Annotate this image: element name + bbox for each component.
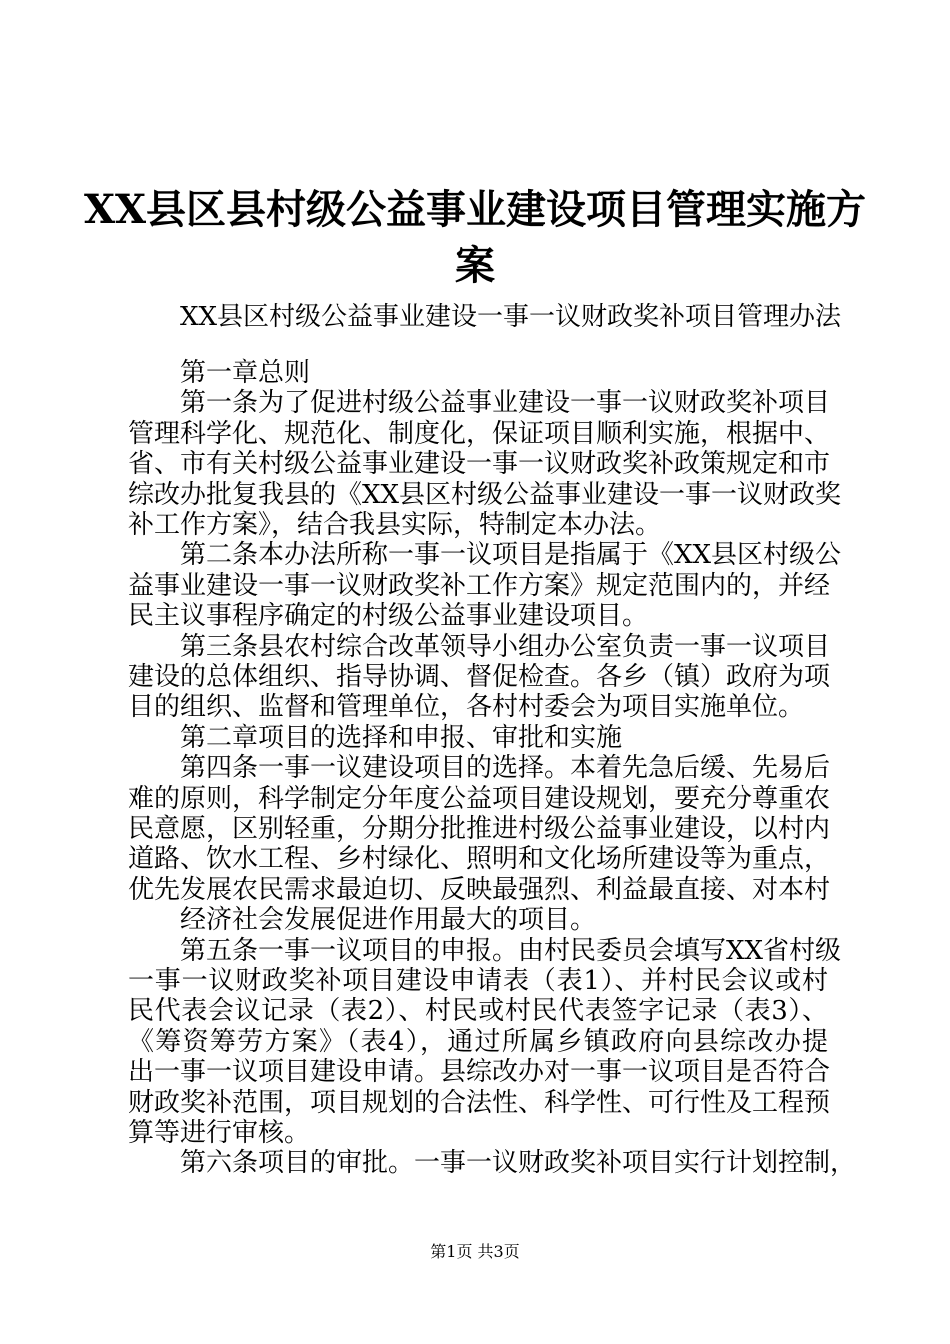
paragraph-line: 财政奖补范围，项目规划的合法性、科学性、可行性及工程预 bbox=[128, 1088, 831, 1118]
paragraph-line: 建设的总体组织、指导协调、督促检查。各乡（镇）政府为项 bbox=[128, 662, 831, 692]
paragraph-line: 综改办批复我县的《XX县区村级公益事业建设一事一议财政奖 bbox=[128, 480, 842, 510]
paragraph-line: 民代表会议记录（表2）、村民或村民代表签字记录（表3）、 bbox=[128, 996, 828, 1026]
paragraph-line: 民主议事程序确定的村级公益事业建设项目。 bbox=[128, 601, 649, 631]
paragraph-line: 管理科学化、规范化、制度化，保证项目顺利实施，根据中、 bbox=[128, 419, 831, 449]
page-footer: 第1页 共3页 bbox=[430, 1242, 520, 1261]
paragraph-line: 一事一议财政奖补项目建设申请表（表1）、并村民会议或村 bbox=[128, 966, 828, 996]
paragraph-line: 难的原则，科学制定分年度公益项目建设规划，要充分尊重农 bbox=[128, 784, 831, 814]
paragraph-line: 第六条项目的审批。一事一议财政奖补项目实行计划控制， bbox=[180, 1148, 857, 1178]
paragraph-line: 第一条为了促进村级公益事业建设一事一议财政奖补项目 bbox=[180, 388, 831, 418]
paragraph-line: 目的组织、监督和管理单位，各村村委会为项目实施单位。 bbox=[128, 692, 805, 722]
document-title-line-2: 案 bbox=[455, 242, 495, 289]
paragraph-line: 益事业建设一事一议财政奖补工作方案》规定范围内的，并经 bbox=[128, 571, 831, 601]
paragraph-line: 第三条县农村综合改革领导小组办公室负责一事一议项目 bbox=[180, 632, 831, 662]
paragraph-line: 道路、饮水工程、乡村绿化、照明和文化场所建设等为重点， bbox=[128, 844, 831, 874]
paragraph-line: 第五条一事一议项目的申报。由村民委员会填写XX省村级 bbox=[180, 936, 842, 966]
paragraph-line: 算等进行审核。 bbox=[128, 1118, 311, 1148]
paragraph-line: 出一事一议项目建设申请。县综改办对一事一议项目是否符合 bbox=[128, 1057, 831, 1087]
document-title-line-1: XX县区县村级公益事业建设项目管理实施方 bbox=[83, 186, 867, 233]
paragraph-line: 《筹资筹劳方案》（表4），通过所属乡镇政府向县综改办提 bbox=[128, 1027, 828, 1057]
paragraph-line: 经济社会发展促进作用最大的项目。 bbox=[180, 905, 597, 935]
paragraph-line: 省、市有关村级公益事业建设一事一议财政奖补政策规定和市 bbox=[128, 449, 831, 479]
chapter-heading: 第二章项目的选择和申报、审批和实施 bbox=[180, 723, 623, 753]
chapter-heading: 第一章总则 bbox=[180, 358, 311, 388]
document-subtitle: XX县区村级公益事业建设一事一议财政奖补项目管理办法 bbox=[180, 302, 842, 332]
paragraph-line: 第四条一事一议建设项目的选择。本着先急后缓、先易后 bbox=[180, 753, 831, 783]
paragraph-line: 优先发展农民需求最迫切、反映最强烈、利益最直接、对本村 bbox=[128, 875, 831, 905]
paragraph-line: 民意愿，区别轻重，分期分批推进村级公益事业建设，以村内 bbox=[128, 814, 831, 844]
paragraph-line: 第二条本办法所称一事一议项目是指属于《XX县区村级公 bbox=[180, 540, 842, 570]
paragraph-line: 补工作方案》，结合我县实际，特制定本办法。 bbox=[128, 510, 662, 540]
